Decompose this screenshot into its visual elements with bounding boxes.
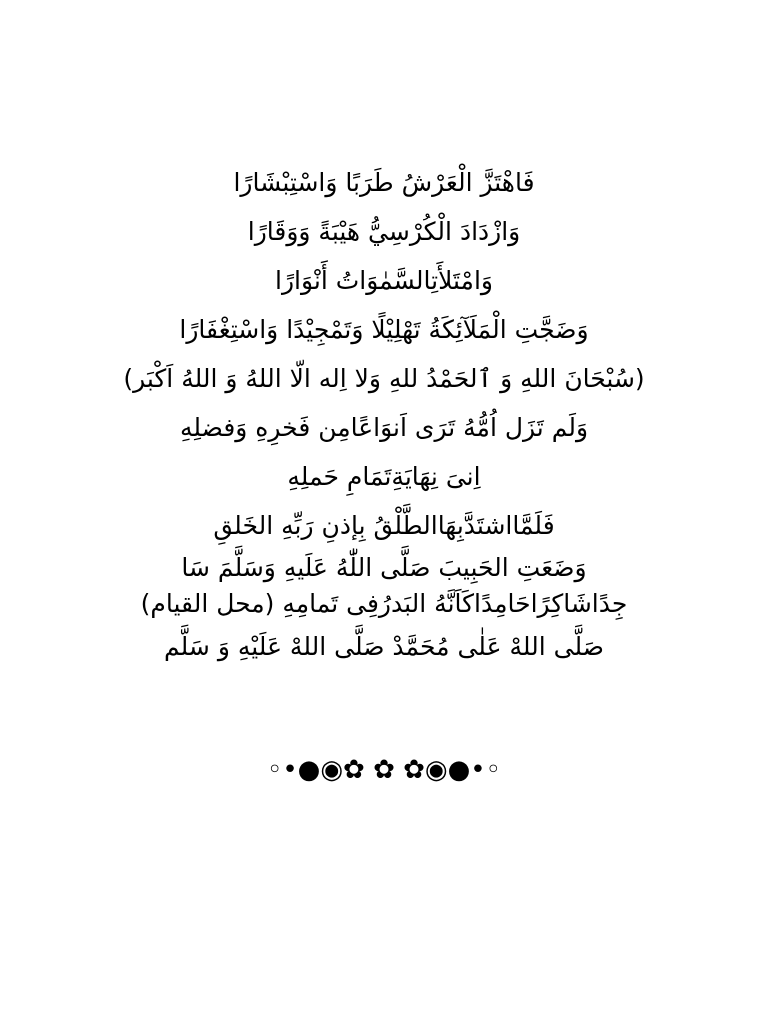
poem-line-4: وَضَجَّتِ الْمَلَآئِكَةُ تَهْلِيْلًا وَتَمْجِيْدًا وَاسْتِغْفَارًا	[179, 315, 589, 344]
poem-line-5: (سُبْحَانَ اللهِ وَ ٱلحَمْدُ للهِ وَلا اِله الّا اللهُ وَ اللهُ اَكْبَر)	[123, 364, 645, 393]
poem-line-10: جِدًاشَاكِرًاحَامِدًاكَاَنَّهُ البَدرُفِى تَمامِهِ (محل القيام)	[140, 589, 628, 618]
mawlid-poem	[100, 158, 668, 671]
decorative-ornament: ◦•●◉✿ ✿ ✿◉●•◦	[267, 755, 501, 785]
poem-line-3: وَامْتَلأَتِالسَّمٰوَاتُ أَنْوَارًا	[275, 266, 493, 295]
poem-line-1: فَاهْتَزَّ الْعَرْشُ طَرَبًا وَاسْتِبْشَارًا	[233, 168, 535, 197]
poem-line-9: وَضَعَتِ الحَبِيبَ صَلَّى اللّٰهُ عَلَيهِ وَسَلَّمَ سَا	[181, 553, 587, 582]
poem-line-8: فَلَمَّااشتَدَّبِهَاالطَّلْقُ بِإذنِ رَبِّهِ الخَلقِ	[213, 511, 555, 540]
poem-line-2: وَازْدَادَ الْكُرْسِيُّ هَيْبَةً وَوَقَارًا	[247, 217, 521, 246]
poem-line-6: وَلَم تَزَل اُمُّهُ تَرَى اَنوَاعًامِن فَخرِهِ وَفضلِهِ	[179, 413, 589, 442]
poem-line-11: صَلَّى اللهْ عَلٰى مُحَمَّدْ صَلَّى اللهْ عَلَيْهِ وَ سَلَّم	[164, 632, 604, 661]
poem-line-7: اِنىَ نِهَايَةِتَمَامِ حَملِهِ	[287, 462, 481, 491]
